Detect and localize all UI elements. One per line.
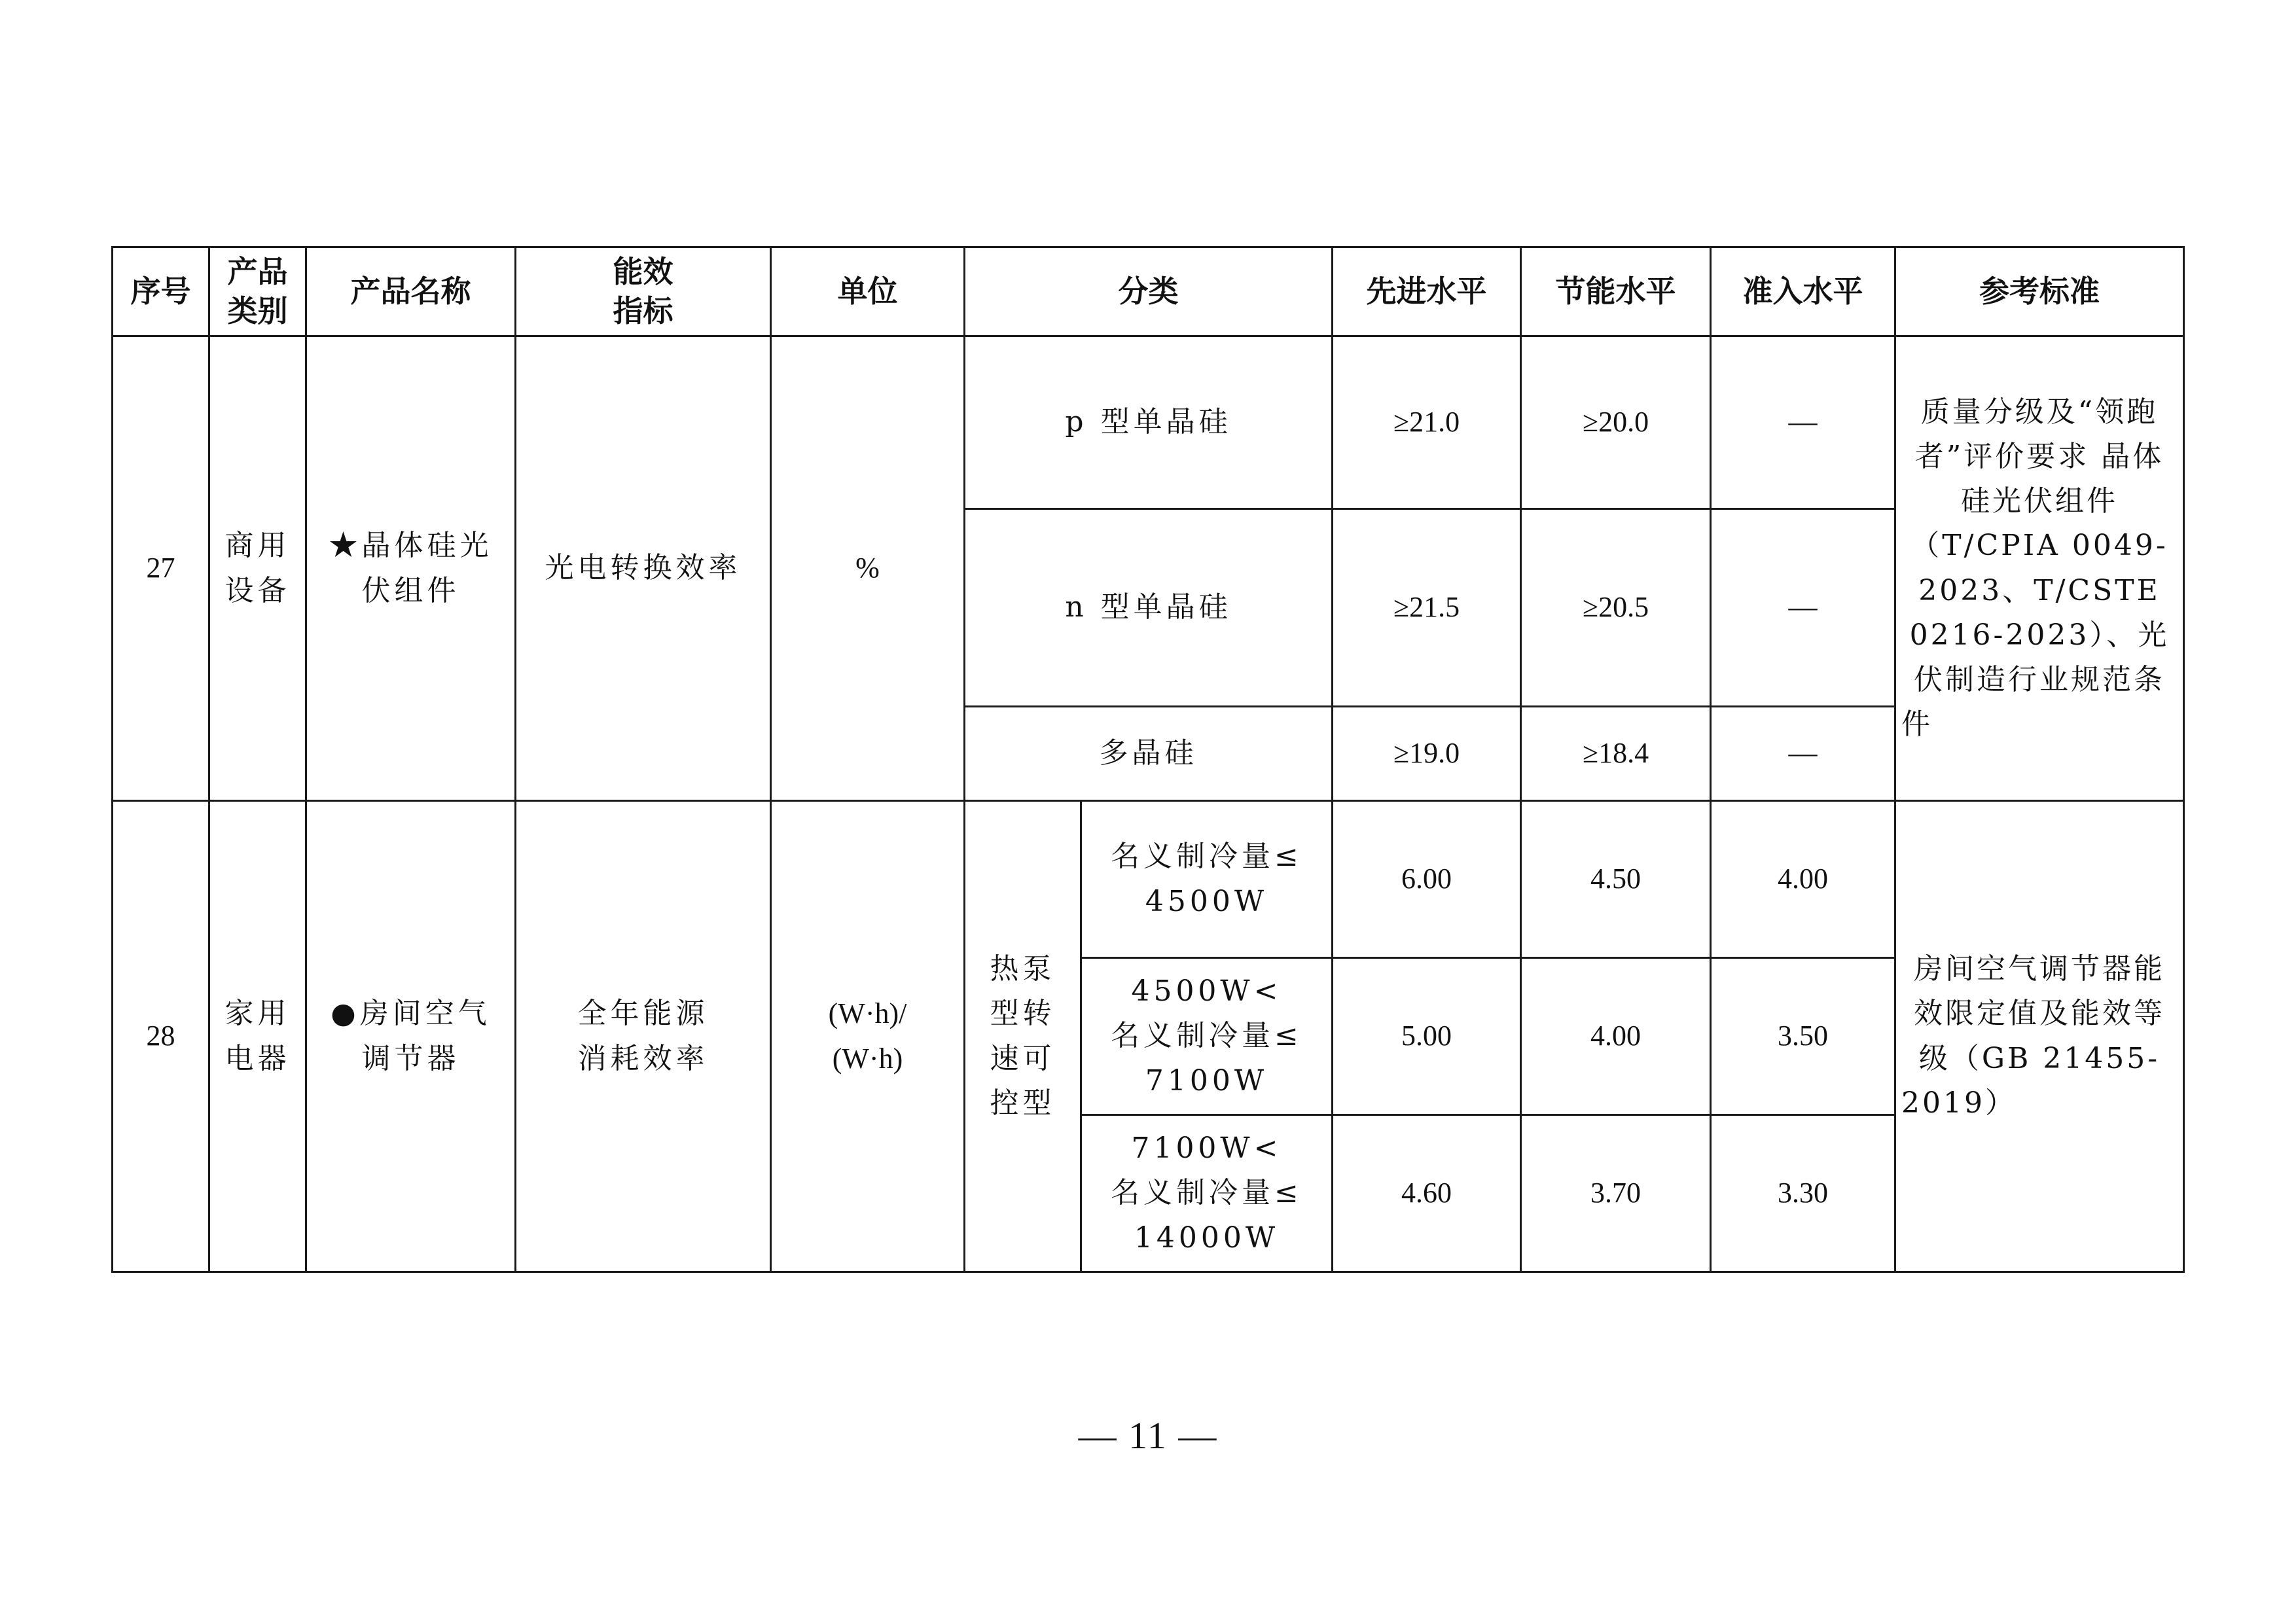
row27-reference: 质量分级及“领跑者”评价要求 晶体硅光伏组件（T/CPIA 0049-2023、T/CSTE 0216-2023）、光伏制造行业规范条件: [1895, 336, 2184, 801]
row28-energy-saving-2: 4.00: [1521, 958, 1711, 1115]
header-entry: 准入水平: [1711, 247, 1895, 336]
row28-advanced-3: 4.60: [1333, 1115, 1521, 1272]
header-seq: 序号: [113, 247, 209, 336]
row28-energy-saving-1: 4.50: [1521, 801, 1711, 958]
header-reference: 参考标准: [1895, 247, 2184, 336]
header-unit: 单位: [771, 247, 965, 336]
row28-seq: 28: [113, 801, 209, 1272]
row28-energy-saving-3: 3.70: [1521, 1115, 1711, 1272]
row27-product-name: ★晶体硅光 伏组件: [306, 336, 516, 801]
header-classification: 分类: [965, 247, 1333, 336]
row27-classification-2: n 型单晶硅: [965, 509, 1333, 707]
header-product-name: 产品名称: [306, 247, 516, 336]
row28-product-name: ●房间空气 调节器: [306, 801, 516, 1272]
row28-entry-2: 3.50: [1711, 958, 1895, 1115]
header-row: [113, 247, 2184, 336]
row27-advanced-3: ≥19.0: [1333, 707, 1521, 801]
row28-reference: 房间空气调节器能效限定值及能效等级（GB 21455-2019）: [1895, 801, 2184, 1272]
row28-unit: (W·h)/ (W·h): [771, 801, 965, 1272]
header-metric: 能效 指标: [516, 247, 771, 336]
row27-energy-saving-3: ≥18.4: [1521, 707, 1711, 801]
row27-entry-1: —: [1711, 336, 1895, 509]
row27-advanced-1: ≥21.0: [1333, 336, 1521, 509]
row27-energy-saving-1: ≥20.0: [1521, 336, 1711, 509]
row27-category: 商用 设备: [209, 336, 306, 801]
row28-entry-1: 4.00: [1711, 801, 1895, 958]
row27-classification-1: p 型单晶硅: [965, 336, 1333, 509]
row27-energy-saving-2: ≥20.5: [1521, 509, 1711, 707]
row27-metric: 光电转换效率: [516, 336, 771, 801]
row27-entry-2: —: [1711, 509, 1895, 707]
header-advanced: 先进水平: [1333, 247, 1521, 336]
row28-classification-3: 7100W< 名义制冷量≤ 14000W: [1081, 1115, 1333, 1272]
row27-unit: %: [771, 336, 965, 801]
header-energy-saving: 节能水平: [1521, 247, 1711, 336]
header-category: 产品 类别: [209, 247, 306, 336]
row28-category: 家用 电器: [209, 801, 306, 1272]
row28-advanced-1: 6.00: [1333, 801, 1521, 958]
table-row: [113, 336, 2184, 509]
row28-entry-3: 3.30: [1711, 1115, 1895, 1272]
row27-entry-3: —: [1711, 707, 1895, 801]
row28-metric: 全年能源 消耗效率: [516, 801, 771, 1272]
energy-efficiency-table: [111, 246, 2185, 1273]
row28-classification-2: 4500W< 名义制冷量≤ 7100W: [1081, 958, 1333, 1115]
table-row: [113, 801, 2184, 958]
row27-advanced-2: ≥21.5: [1333, 509, 1521, 707]
row27-classification-3: 多晶硅: [965, 707, 1333, 801]
row28-group: 热泵 型转 速可 控型: [965, 801, 1081, 1272]
row27-seq: 27: [113, 336, 209, 801]
page-number: — 11 —: [1078, 1414, 1218, 1457]
row28-classification-1: 名义制冷量≤ 4500W: [1081, 801, 1333, 958]
row28-advanced-2: 5.00: [1333, 958, 1521, 1115]
